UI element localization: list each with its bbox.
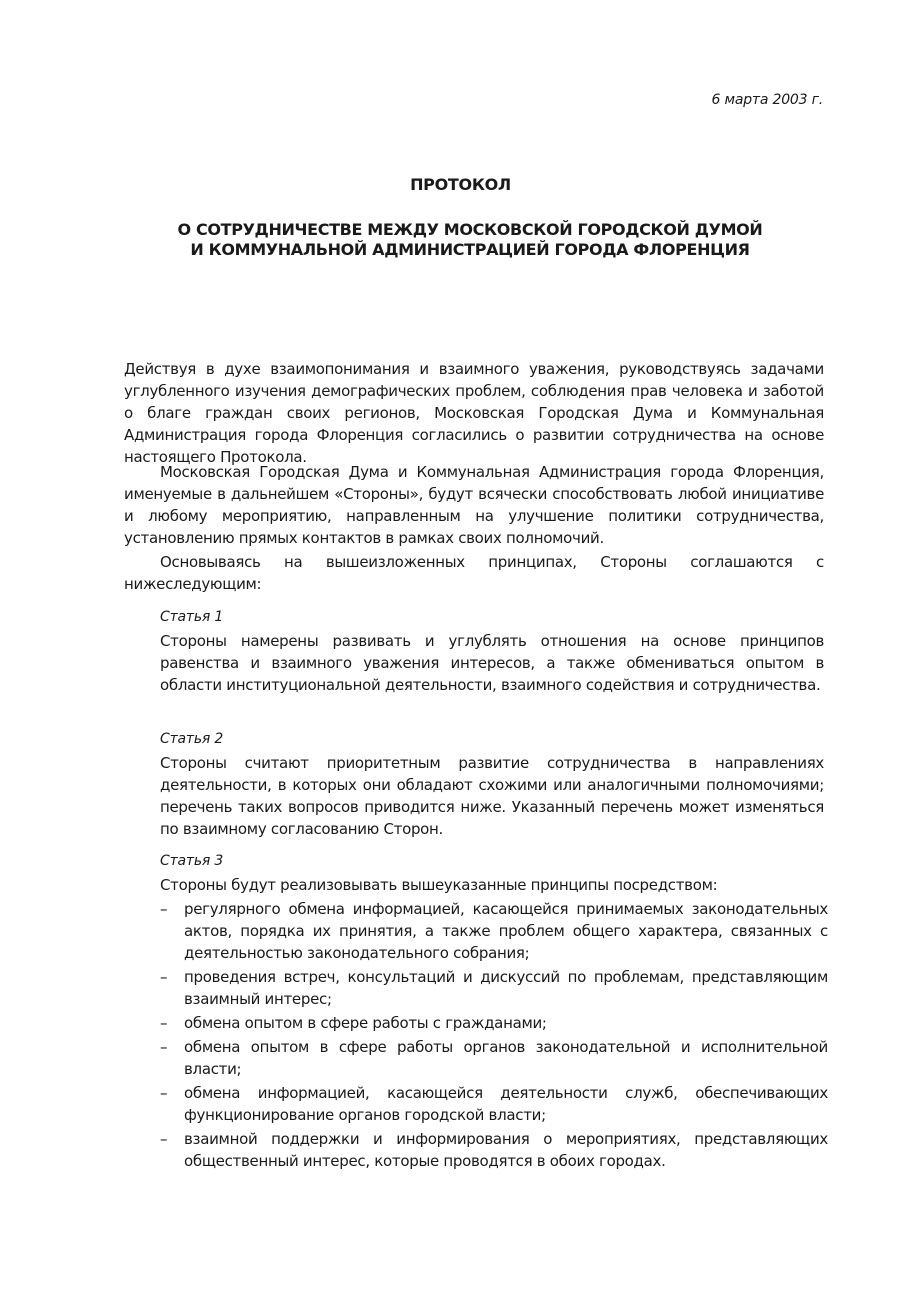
article-3-text: Стороны будут реализовывать вышеуказанные принципы посредством:: [160, 876, 718, 894]
list-item: [158, 1128, 828, 1172]
document-subtitle-line-1: О СОТРУДНИЧЕСТВЕ МЕЖДУ МОСКОВСКОЙ ГОРОДСКОЙ ДУМОЙ: [177, 220, 763, 239]
list-item-text: обмена опытом в сфере работы с гражданами;: [184, 1014, 547, 1032]
preamble-paragraph: Действуя в духе взаимопонимания и взаимного уважения, руководствуясь задачами углубленного изучения демографических проблем, соблюдения прав человека и заботой о благе граждан своих регионов, Московская Городская Дума и Коммунальная Администрация города Флоренция согласились о развитии сотрудничества на основе настоящего Протокола.: [124, 360, 824, 466]
document-date: 6 марта 2003 г.: [711, 92, 823, 108]
dash-marker: –: [160, 968, 168, 986]
list-item: [158, 1036, 828, 1080]
list-item-text: проведения встреч, консультаций и дискуссий по проблемам, представляющим взаимный интерес;: [184, 968, 828, 1008]
intro-paragraph: Московская Городская Дума и Коммунальная Администрация города Флоренция, именуемые в дальнейшем «Стороны», будут всячески способствовать любой инициативе и любому мероприятию, направленным на улучшение политики сотрудничества, установлению прямых контактов в рамках своих полномочий.: [124, 463, 824, 547]
list-item-text: взаимной поддержки и информирования о мероприятиях, представляющих общественный интерес, которые проводятся в обоих городах.: [184, 1130, 828, 1170]
dash-marker: –: [160, 1038, 168, 1056]
list-item-text: обмена опытом в сфере работы органов законодательной и исполнительной власти;: [184, 1038, 828, 1078]
list-item: [158, 1082, 828, 1126]
dash-marker: –: [160, 1014, 168, 1032]
article-3-list: [158, 898, 828, 1174]
article-1-heading: Статья 1: [160, 609, 224, 625]
list-item: [158, 898, 828, 964]
list-item: [158, 1012, 828, 1034]
dash-marker: –: [160, 900, 168, 918]
list-item-text: регулярного обмена информацией, касающейся принимаемых законодательных актов, порядка их принятия, а также проблем общего характера, связанных с деятельностью законодательного собрания;: [184, 900, 828, 962]
list-item-text: обмена информацией, касающейся деятельности служб, обеспечивающих функционирование органов городской власти;: [184, 1084, 828, 1124]
article-3-heading: Статья 3: [160, 853, 224, 869]
article-2-text: Стороны считают приоритетным развитие сотрудничества в направлениях деятельности, в которых они обладают схожими или аналогичными полномочиями; перечень таких вопросов приводится ниже. Указанный перечень может изменяться по взаимному согласованию Сторон.: [160, 754, 824, 838]
article-2-heading: Статья 2: [160, 731, 224, 747]
document-subtitle-line-2: И КОММУНАЛЬНОЙ АДМИНИСТРАЦИЕЙ ГОРОДА ФЛОРЕНЦИЯ: [190, 240, 750, 259]
agreement-paragraph: Основываясь на вышеизложенных принципах, Стороны соглашаются с нижеследующим:: [124, 553, 824, 593]
document-title: ПРОТОКОЛ: [410, 175, 511, 194]
dash-marker: –: [160, 1084, 168, 1102]
article-1-text: Стороны намерены развивать и углублять отношения на основе принципов равенства и взаимного уважения интересов, а также обмениваться опытом в области институциональной деятельности, взаимного содействия и сотрудничества.: [160, 632, 824, 694]
list-item: [158, 966, 828, 1010]
dash-marker: –: [160, 1130, 168, 1148]
